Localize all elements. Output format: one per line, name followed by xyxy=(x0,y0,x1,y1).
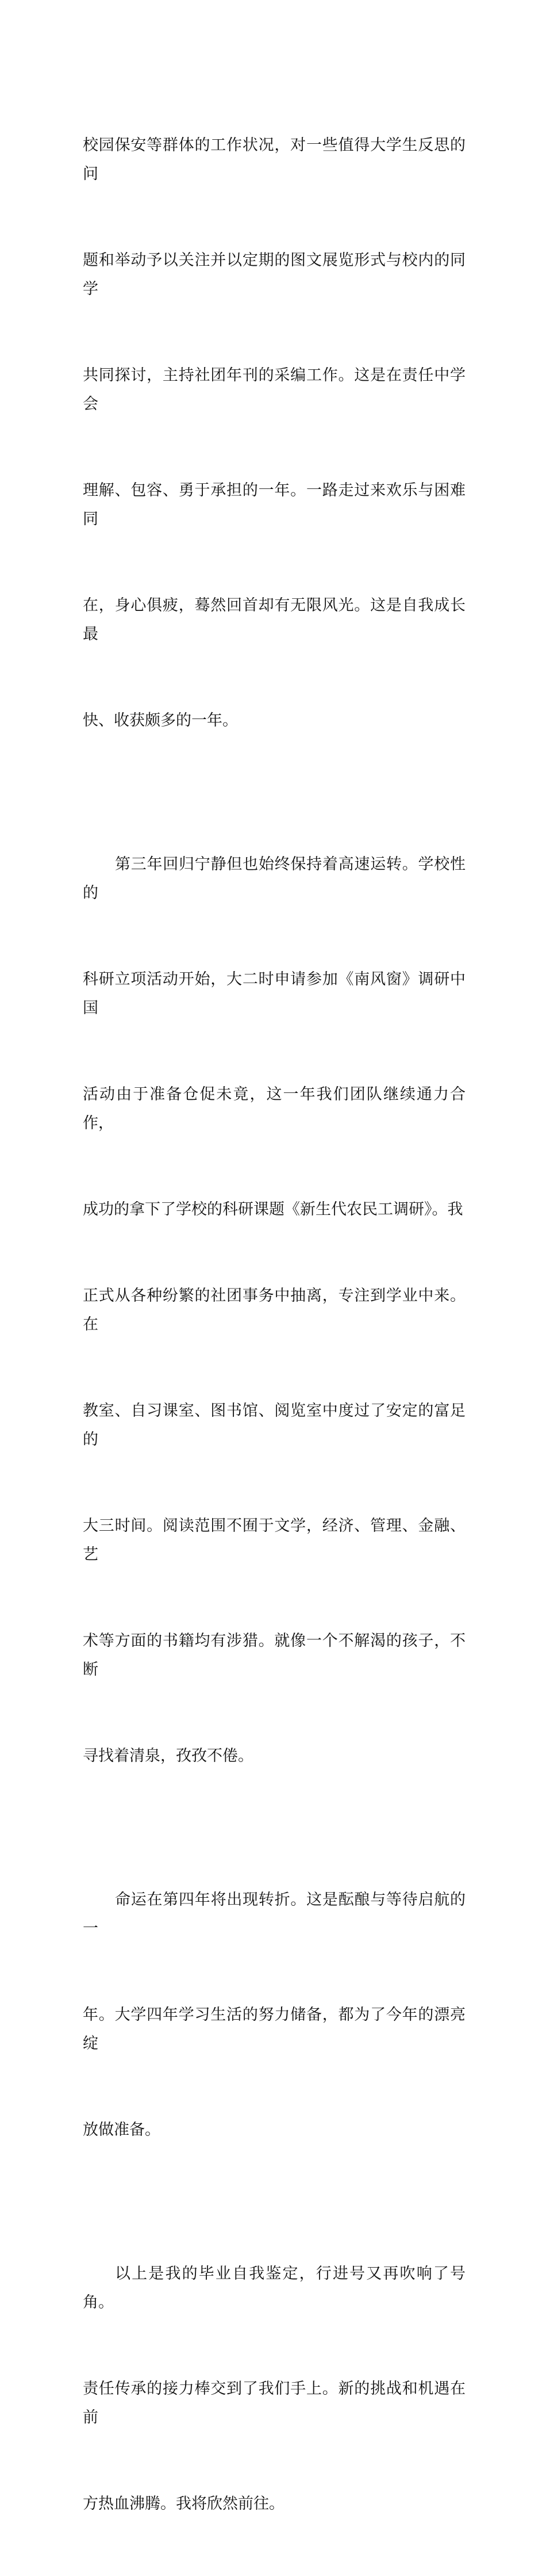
text-line: 在，身心俱疲，蓦然回首却有无限风光。这是自我成长最 xyxy=(83,597,466,643)
text-line: 术等方面的书籍均有涉猎。就像一个不解渴的孩子，不断 xyxy=(83,1632,466,1679)
paragraph-2 xyxy=(83,793,466,1828)
text-line: 题和举动予以关注并以定期的图文展览形式与校内的同学 xyxy=(83,251,466,298)
text-line: 教室、自习课室、图书馆、阅览室中度过了安定的富足的 xyxy=(83,1402,466,1448)
text-line: 正式从各种纷繁的社团事务中抽离，专注到学业中来。在 xyxy=(83,1287,466,1333)
document-body xyxy=(83,74,466,2576)
text-line: 责任传承的接力棒交到了我们手上。新的挑战和机遇在前 xyxy=(83,2380,466,2426)
paragraph-3 xyxy=(83,1828,466,2202)
text-line: 科研立项活动开始，大二时申请参加《南风窗》调研中国 xyxy=(83,970,466,1017)
text-line: 放做准备。 xyxy=(83,2121,160,2139)
text-line: 快、收获颇多的一年。 xyxy=(83,712,238,729)
text-line: 第三年回归宁静但也始终保持着高速运转。学校性的 xyxy=(83,855,466,902)
text-line: 校园保安等群体的工作状况，对一些值得大学生反思的问 xyxy=(83,136,466,183)
text-line: 命运在第四年将出现转折。这是酝酿与等待启航的一 xyxy=(83,1891,466,1937)
paragraph-1 xyxy=(83,74,466,793)
text-line: 活动由于准备仓促未竟，这一年我们团队继续通力合作， xyxy=(83,1086,466,1132)
text-line: 共同探讨，主持社团年刊的采编工作。这是在责任中学会 xyxy=(83,366,466,413)
text-line: 大三时间。阅读范围不囿于文学，经济、管理、金融、艺 xyxy=(83,1517,466,1564)
text-line: 寻找着清泉，孜孜不倦。 xyxy=(83,1747,253,1765)
text-line: 年。大学四年学习生活的努力储备，都为了今年的漂亮绽 xyxy=(83,2006,466,2053)
text-line: 以上是我的毕业自我鉴定，行进号又再吹响了号角。 xyxy=(83,2265,466,2311)
text-line: 理解、包容、勇于承担的一年。一路走过来欢乐与困难同 xyxy=(83,481,466,528)
text-line: 方热血沸腾。我将欣然前往。 xyxy=(83,2495,284,2513)
text-line: 成功的拿下了学校的科研课题《新生代农民工调研》。我 xyxy=(83,1201,463,1218)
paragraph-4 xyxy=(83,2202,466,2576)
